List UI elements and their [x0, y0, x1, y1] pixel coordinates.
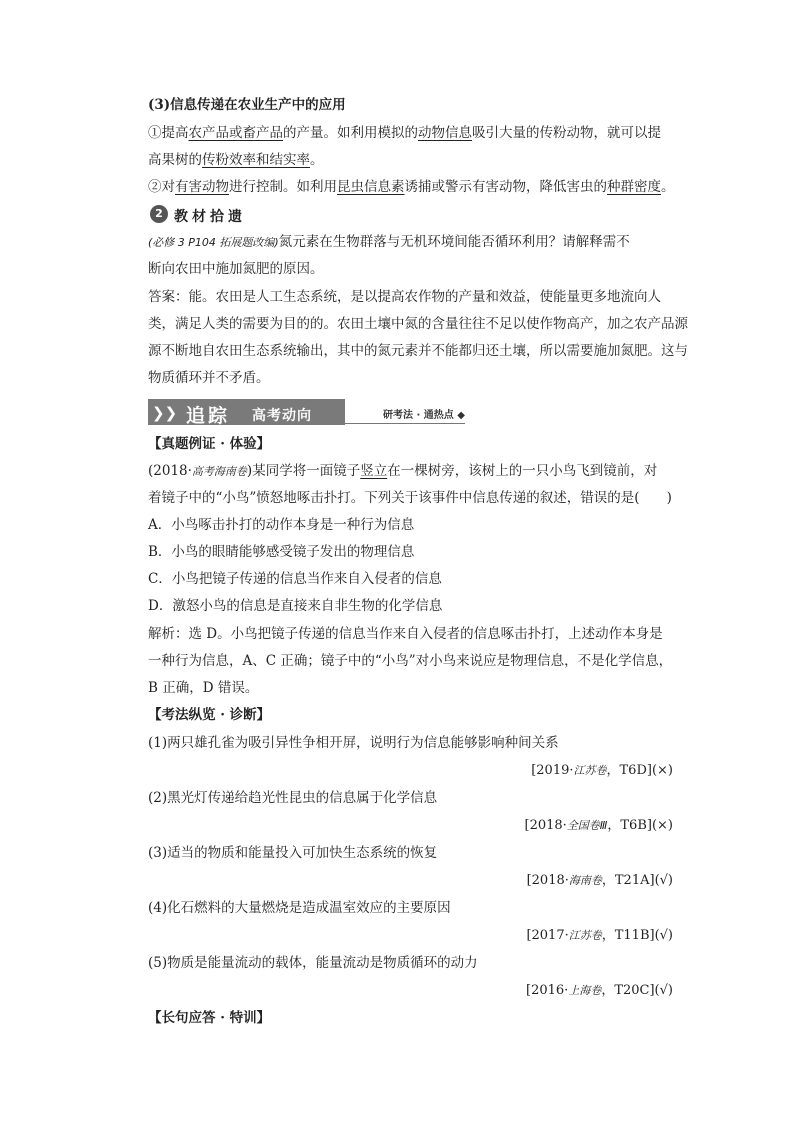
double-chevron-icon: ❯❯	[152, 404, 178, 422]
banner-bar	[148, 399, 345, 425]
review-source	[527, 874, 673, 887]
analysis-line: 一种行为信息，A、C 正确；镜子中的“小鸟”对小鸟来说应是物理信息，不是化学信息，	[148, 653, 673, 669]
answer-line: 答案：能。农田是人工生态系统，是以提高农作物的产量和效益，使能量更多地流向人	[148, 289, 661, 305]
source-note: (必修 3 P104 拓展题改编)	[148, 236, 279, 249]
question-line	[148, 236, 630, 250]
review-item: (1)两只雄孔雀为吸引异性争相开屏，说明行为信息能够影响种间关系	[148, 735, 559, 751]
text: [2017·	[526, 928, 569, 943]
underlined-term: 动物信息	[418, 125, 472, 141]
number-badge-icon: 2	[150, 205, 168, 223]
paragraph-line	[148, 181, 675, 195]
text: 的产量。如利用模拟的	[283, 125, 418, 141]
answer-line: 源不断地自农田生态系统输出，其中的氮元素并不能都归还土壤，所以需要施加氮肥。这与	[148, 343, 688, 359]
source-note: 全国卷Ⅲ	[566, 819, 608, 832]
underlined-term: 昆虫信息素	[337, 179, 405, 195]
text: 吸引大量的传粉动物，就可以提	[472, 125, 661, 141]
text: [2018·	[526, 873, 569, 888]
source-note: 江苏卷	[568, 929, 602, 942]
review-item: (3)适当的物质和能量投入可加快生态系统的恢复	[148, 845, 438, 861]
text: [2018·	[524, 818, 567, 833]
review-source	[525, 819, 674, 832]
section-banner	[148, 399, 468, 425]
text: 进行控制。如利用	[229, 179, 337, 195]
option-b: B．小鸟的眼睛能够感受镜子发出的物理信息	[148, 544, 415, 560]
text: ，T20C](√)	[601, 983, 673, 998]
underlined-term: 竖立	[360, 463, 388, 479]
text: 高果树的	[148, 152, 202, 168]
review-source	[526, 929, 673, 942]
text: 氮元素在生物群落与无机环境间能否循环利用？请解释需不	[278, 234, 630, 250]
question-line	[148, 465, 657, 479]
underlined-term: 传粉效率和结实率	[202, 152, 310, 168]
answer-line: 类，满足人类的需要为目的的。农田土壤中氮的含量往往不足以使作物高产，加之农产品源	[148, 316, 688, 332]
text: 在一棵树旁，该树上的一只小鸟飞到镜前，对	[387, 463, 658, 479]
option-a: A．小鸟啄击扑打的动作本身是一种行为信息	[148, 517, 415, 533]
review-item: (2)黑光灯传递给趋光性昆虫的信息属于化学信息	[148, 790, 438, 806]
source-note: 海南卷	[568, 874, 602, 887]
text: 诱捕或警示有害动物，降低害虫的	[404, 179, 607, 195]
underlined-term: 有害动物	[175, 179, 229, 195]
text: 。	[310, 152, 324, 168]
section-title: 教材拾遗	[174, 209, 246, 225]
paragraph-line	[148, 127, 661, 141]
text: [2016·	[526, 983, 569, 998]
source-note: 江苏卷	[573, 764, 607, 777]
paragraph-line	[148, 154, 324, 168]
text: )某同学将一面镜子	[246, 463, 361, 479]
banner-subtitle: 高考动向	[252, 408, 312, 424]
text: [2019·	[531, 763, 574, 778]
text: ②对	[148, 179, 175, 195]
source-note: 高考海南卷	[191, 465, 247, 478]
option-d: D．激怒小鸟的信息是直接来自非生物的化学信息	[148, 598, 443, 614]
underlined-term: 农产品或畜产品	[188, 125, 283, 141]
text: ，T11B](√)	[601, 928, 673, 943]
question-line: 断向农田中施加氮肥的原因。	[148, 261, 324, 277]
review-source	[526, 984, 673, 997]
text: ，T6B](×)	[607, 818, 673, 833]
question-line: 着镜子中的“小鸟”愤怒地啄击扑打。下列关于该事件中信息传递的叙述，错误的是( )	[148, 490, 672, 506]
section-heading: (3)信息传递在农业生产中的应用	[148, 97, 346, 113]
text: ，T6D](×)	[606, 763, 673, 778]
review-item: (4)化石燃料的大量燃烧是造成温室效应的主要原因	[148, 900, 451, 916]
banner-underline	[345, 423, 465, 424]
subsection-heading: 【真题例证 · 体验】	[148, 436, 271, 452]
subsection-heading: 【考法纵览 · 诊断】	[148, 707, 271, 723]
banner-main-title: 追踪	[186, 405, 231, 427]
text: 。	[661, 179, 675, 195]
analysis-line: 解析：选 D。小鸟把镜子传递的信息当作来自入侵者的信息啄击扑打，上述动作本身是	[148, 626, 663, 642]
banner-tagline: 研考法 · 通热点 ◆	[383, 410, 465, 421]
review-source	[531, 764, 673, 777]
source-note: 上海卷	[568, 984, 602, 997]
text: ，T21A](√)	[601, 873, 673, 888]
answer-line: 物质循环并不矛盾。	[148, 370, 270, 386]
analysis-line: B 正确，D 错误。	[148, 680, 259, 696]
text: (2018·	[148, 463, 192, 479]
review-item: (5)物质是能量流动的载体，能量流动是物质循环的动力	[148, 955, 478, 971]
text: ①提高	[148, 125, 189, 141]
subsection-heading: 【长句应答 · 特训】	[148, 1010, 271, 1026]
underlined-term: 种群密度	[607, 179, 661, 195]
option-c: C．小鸟把镜子传递的信息当作来自入侵者的信息	[148, 571, 442, 587]
